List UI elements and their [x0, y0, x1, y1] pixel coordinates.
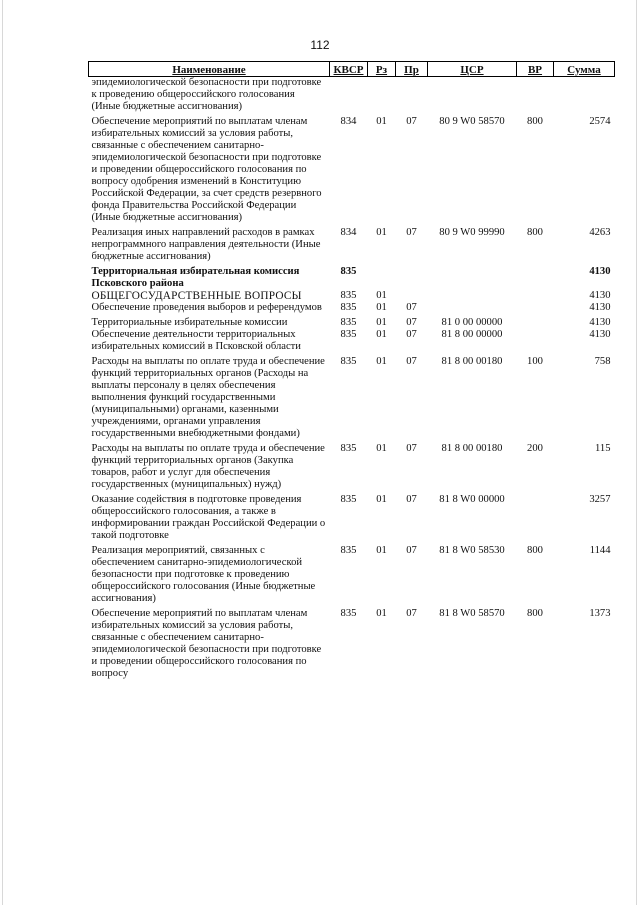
- cell-sum: 4130: [589, 266, 611, 277]
- cell-vr: [517, 491, 554, 542]
- cell-sum: 1144: [589, 545, 611, 556]
- cell-csr: 80 9 W0 58570: [439, 116, 505, 127]
- cell-kvsr: 834: [340, 227, 357, 238]
- table-header-row: [89, 62, 615, 77]
- cell-name: ОБЩЕГОСУДАРСТВЕННЫЕ ВОПРОСЫ: [91, 290, 302, 302]
- cell-pr: 07: [406, 356, 417, 367]
- cell-name: Обеспечение проведения выборов и референдумов: [91, 302, 322, 313]
- table-row: [89, 314, 615, 329]
- cell-rz: 01: [376, 608, 387, 619]
- cell-sum: 4130: [589, 302, 611, 313]
- cell-name: Территориальные избирательные комиссии: [91, 317, 288, 328]
- cell-rz: 01: [376, 290, 387, 301]
- cell-pr: 07: [406, 317, 417, 328]
- cell-pr: 07: [406, 545, 417, 556]
- cell-sum: 4130: [589, 317, 611, 328]
- cell-csr: 81 8 W0 58570: [439, 608, 505, 619]
- cell-rz: 01: [376, 329, 387, 340]
- cell-name: Реализация мероприятий, связанных с обеспечением санитарно-эпидемиологической безопасности при подготовке к проведению общероссийского голосования (Иные бюджетные ассигнования): [91, 545, 316, 604]
- header-sum: Сумма: [554, 62, 615, 77]
- cell-rz: 01: [376, 443, 387, 454]
- table-row: [89, 224, 615, 263]
- cell-sum: 1373: [589, 608, 611, 619]
- cell-sum: 4130: [589, 329, 611, 340]
- cell-vr: 800: [527, 545, 543, 556]
- cell-rz: 01: [376, 317, 387, 328]
- page-edge-left: [2, 0, 3, 905]
- cell-name: Расходы на выплаты по оплате труда и обеспечение функций территориальных органов (Расходы на выплаты персоналу в целях обеспечения выполнения функций государственными (муниципальными) органами, казенными учреждениями, органами управления государственными внебюджетными фондами): [91, 356, 325, 439]
- cell-kvsr: 835: [340, 266, 357, 277]
- cell-vr: 200: [527, 443, 543, 454]
- cell-csr: 81 8 00 00000: [441, 329, 503, 340]
- cell-vr: [517, 302, 554, 314]
- cell-rz: [368, 263, 396, 290]
- cell-rz: 01: [376, 116, 387, 127]
- cell-kvsr: 835: [340, 545, 357, 556]
- cell-csr: 81 8 W0 58530: [439, 545, 505, 556]
- cell-pr: 07: [406, 227, 417, 238]
- cell-sum: 3257: [589, 494, 611, 505]
- header-pr: Пр: [396, 62, 428, 77]
- cell-pr: [396, 263, 428, 290]
- cell-pr: 07: [406, 494, 417, 505]
- cell-csr: 80 9 W0 99990: [439, 227, 505, 238]
- cell-csr: 81 8 00 00180: [441, 356, 503, 367]
- header-csr: ЦСР: [428, 62, 517, 77]
- cell-kvsr: 835: [340, 290, 357, 301]
- table-row: [89, 113, 615, 224]
- cell-pr: 07: [406, 116, 417, 127]
- cell-name: Реализация иных направлений расходов в рамках непрограммного направления деятельности (Иные бюджетные ассигнования): [91, 227, 321, 262]
- cell-vr: 800: [527, 116, 543, 127]
- table-row: [89, 329, 615, 353]
- table-row: [89, 605, 615, 680]
- cell-rz: [368, 77, 396, 114]
- cell-pr: 07: [406, 443, 417, 454]
- cell-sum: 115: [595, 443, 611, 454]
- cell-pr: [396, 77, 428, 114]
- cell-vr: 100: [527, 356, 543, 367]
- table-body: [89, 77, 615, 681]
- cell-kvsr: 835: [340, 608, 357, 619]
- table-row: [89, 77, 615, 114]
- cell-name: Обеспечение мероприятий по выплатам членам избирательных комиссий за условия работы, связанные с обеспечением санитарно-эпидемиологической безопасности при подготовке и проведении общероссийского голосования по вопросу: [91, 608, 322, 679]
- cell-csr: [428, 290, 517, 302]
- cell-name: Обеспечение деятельности территориальных избирательных комиссий в Псковской области: [91, 329, 301, 352]
- header-rz: Рз: [368, 62, 396, 77]
- cell-kvsr: 835: [340, 356, 357, 367]
- cell-vr: [517, 290, 554, 302]
- cell-rz: 01: [376, 545, 387, 556]
- cell-pr: 07: [406, 608, 417, 619]
- cell-csr: [428, 302, 517, 314]
- cell-name: эпидемиологической безопасности при подготовке к проведению общероссийского голосования (Иные бюджетные ассигнования): [91, 77, 322, 112]
- header-vr: ВР: [517, 62, 554, 77]
- cell-csr: 81 0 00 00000: [441, 317, 503, 328]
- cell-rz: 01: [376, 494, 387, 505]
- cell-name: Расходы на выплаты по оплате труда и обеспечение функций территориальных органов (Закупка товаров, работ и услуг для обеспечения государственных (муниципальных) нужд): [91, 443, 325, 490]
- cell-csr: 81 8 W0 00000: [439, 494, 505, 505]
- cell-vr: [517, 329, 554, 353]
- cell-vr: 800: [527, 608, 543, 619]
- header-name: Наименование: [89, 62, 330, 77]
- cell-csr: [428, 77, 517, 114]
- cell-kvsr: 835: [340, 443, 357, 454]
- cell-pr: 07: [406, 302, 417, 313]
- cell-name: Территориальная избирательная комиссия Псковского района: [91, 266, 300, 289]
- table-row: [89, 290, 615, 302]
- table-row: [89, 263, 615, 290]
- budget-table: [88, 61, 615, 680]
- cell-vr: 800: [527, 227, 543, 238]
- cell-csr: 81 8 00 00180: [441, 443, 503, 454]
- cell-vr: [517, 77, 554, 114]
- cell-sum: [554, 77, 615, 114]
- header-kvsr: КВСР: [330, 62, 368, 77]
- cell-rz: 01: [376, 302, 387, 313]
- cell-csr: [428, 263, 517, 290]
- cell-vr: [517, 263, 554, 290]
- cell-rz: 01: [376, 227, 387, 238]
- table-row: [89, 302, 615, 314]
- cell-pr: 07: [406, 329, 417, 340]
- cell-vr: [517, 314, 554, 329]
- cell-name: Оказание содействия в подготовке проведения общероссийского голосования, а также в информировании граждан Российской Федерации о такой подготовке: [91, 494, 326, 541]
- cell-rz: 01: [376, 356, 387, 367]
- page-number: 112: [310, 38, 330, 52]
- cell-sum: 4263: [589, 227, 611, 238]
- cell-sum: 758: [594, 356, 611, 367]
- cell-kvsr: 834: [340, 116, 357, 127]
- cell-kvsr: [330, 77, 368, 114]
- cell-pr: [396, 290, 428, 302]
- cell-kvsr: 835: [340, 317, 357, 328]
- table-row: [89, 440, 615, 491]
- cell-kvsr: 835: [340, 329, 357, 340]
- table-row: [89, 353, 615, 440]
- cell-kvsr: 835: [340, 494, 357, 505]
- cell-kvsr: 835: [340, 302, 357, 313]
- cell-sum: 2574: [589, 116, 611, 127]
- page-edge-right: [636, 0, 637, 905]
- cell-name: Обеспечение мероприятий по выплатам членам избирательных комиссий за условия работы, связанные с обеспечением санитарно-эпидемиологической безопасности при подготовке и проведении общероссийского голосования по вопросу одобрения изменений в Конституцию Российской Федерации, за счет средств резервного фонда Правительства Российской Федерации (Иные бюджетные ассигнования): [91, 116, 322, 223]
- table-row: [89, 491, 615, 542]
- table-row: [89, 542, 615, 605]
- cell-sum: 4130: [589, 290, 611, 301]
